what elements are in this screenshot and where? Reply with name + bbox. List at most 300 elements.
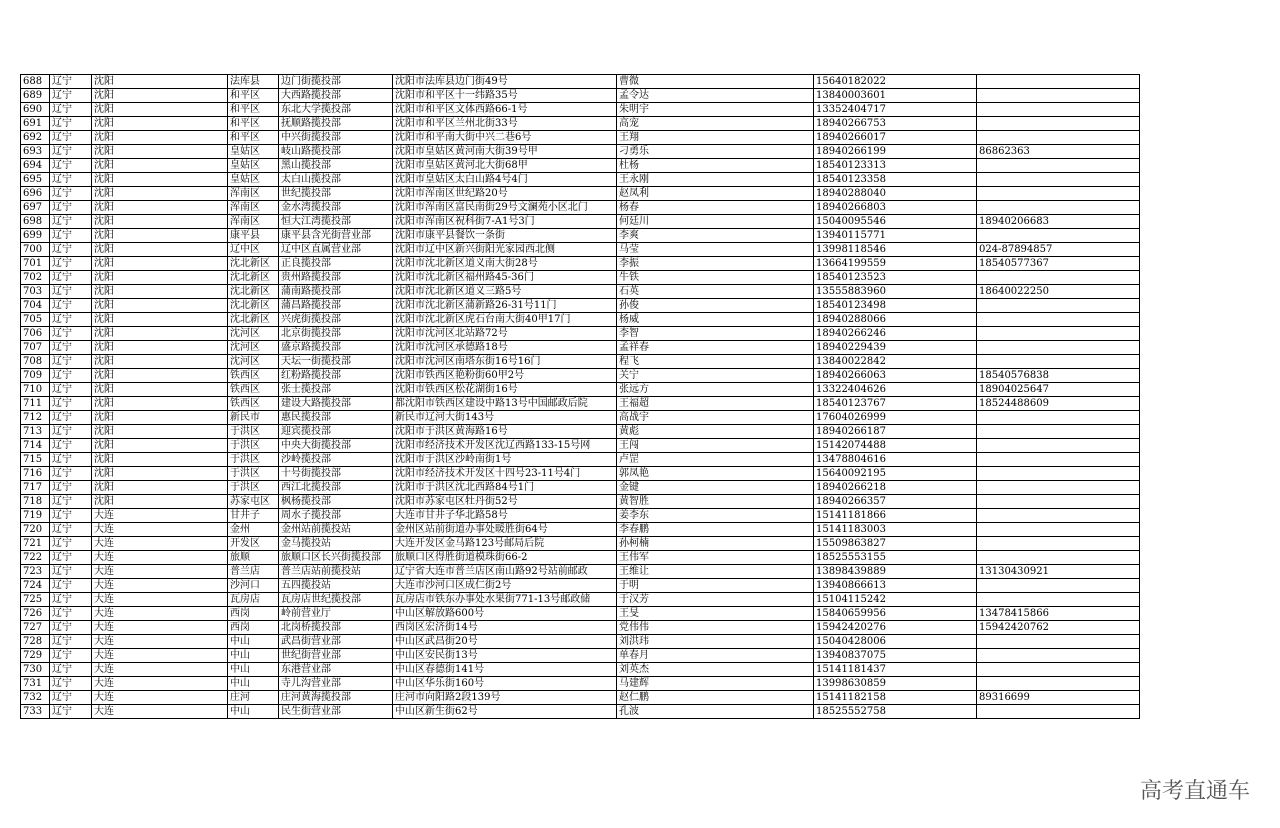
cell-district: 开发区 <box>228 537 279 551</box>
cell-province: 辽宁 <box>50 243 92 257</box>
cell-index: 706 <box>21 327 50 341</box>
cell-city: 大连 <box>92 523 228 537</box>
cell-phone-2 <box>977 663 1140 677</box>
cell-district: 瓦房店 <box>228 593 279 607</box>
cell-phone: 15509863827 <box>814 537 977 551</box>
cell-contact: 黄智胜 <box>617 495 814 509</box>
cell-index: 705 <box>21 313 50 327</box>
cell-phone: 13555883960 <box>814 285 977 299</box>
cell-province: 辽宁 <box>50 565 92 579</box>
cell-phone: 18940288040 <box>814 187 977 201</box>
cell-phone: 18540123358 <box>814 173 977 187</box>
cell-contact: 姜李东 <box>617 509 814 523</box>
cell-contact: 孟祥春 <box>617 341 814 355</box>
table-row <box>21 103 1140 117</box>
cell-city: 沈阳 <box>92 285 228 299</box>
cell-index: 699 <box>21 229 50 243</box>
cell-index: 708 <box>21 355 50 369</box>
table-row <box>21 481 1140 495</box>
cell-province: 辽宁 <box>50 285 92 299</box>
cell-office: 沙岭揽投部 <box>279 453 393 467</box>
cell-address: 都沈阳市铁西区建设中路13号中国邮政后院 <box>393 397 617 411</box>
cell-index: 700 <box>21 243 50 257</box>
cell-index: 712 <box>21 411 50 425</box>
cell-phone-2 <box>977 649 1140 663</box>
cell-contact: 李振 <box>617 257 814 271</box>
cell-district: 于洪区 <box>228 453 279 467</box>
cell-district: 西岗 <box>228 621 279 635</box>
cell-city: 沈阳 <box>92 243 228 257</box>
cell-city: 沈阳 <box>92 355 228 369</box>
cell-phone: 17604026999 <box>814 411 977 425</box>
cell-office: 边门街揽投部 <box>279 75 393 89</box>
cell-city: 大连 <box>92 649 228 663</box>
cell-district: 沈河区 <box>228 355 279 369</box>
cell-address: 旅顺口区得胜街道模珠街66-2 <box>393 551 617 565</box>
cell-city: 沈阳 <box>92 159 228 173</box>
cell-phone-2: 86862363 <box>977 145 1140 159</box>
cell-index: 703 <box>21 285 50 299</box>
cell-province: 辽宁 <box>50 481 92 495</box>
cell-district: 于洪区 <box>228 425 279 439</box>
cell-index: 724 <box>21 579 50 593</box>
table-row <box>21 691 1140 705</box>
table-row <box>21 565 1140 579</box>
table-row <box>21 663 1140 677</box>
cell-district: 沈北新区 <box>228 313 279 327</box>
cell-address: 中山区新生街62号 <box>393 705 617 719</box>
cell-province: 辽宁 <box>50 663 92 677</box>
cell-address: 大连市甘井子华北路58号 <box>393 509 617 523</box>
cell-phone-2 <box>977 117 1140 131</box>
cell-office: 枫杨揽投部 <box>279 495 393 509</box>
cell-phone: 15104115242 <box>814 593 977 607</box>
cell-address: 沈阳市经济技术开发区沈辽西路133-15号网 <box>393 439 617 453</box>
cell-contact: 党伟伟 <box>617 621 814 635</box>
cell-contact: 卢罡 <box>617 453 814 467</box>
cell-address: 沈阳市沈河区北站路72号 <box>393 327 617 341</box>
cell-office: 武昌街营业部 <box>279 635 393 649</box>
cell-address: 沈阳市铁西区艳粉街60甲2号 <box>393 369 617 383</box>
table-row <box>21 705 1140 719</box>
cell-address: 沈阳市沈北新区蒲新路26-31号11门 <box>393 299 617 313</box>
cell-district: 铁西区 <box>228 397 279 411</box>
cell-office: 贵州路揽投部 <box>279 271 393 285</box>
cell-contact: 牛铁 <box>617 271 814 285</box>
cell-province: 辽宁 <box>50 509 92 523</box>
cell-phone: 18525552758 <box>814 705 977 719</box>
cell-index: 691 <box>21 117 50 131</box>
cell-district: 甘井子 <box>228 509 279 523</box>
cell-contact: 马莹 <box>617 243 814 257</box>
cell-phone-2 <box>977 579 1140 593</box>
cell-city: 大连 <box>92 509 228 523</box>
cell-phone: 13840003601 <box>814 89 977 103</box>
cell-address: 沈阳市沈北新区道义三路5号 <box>393 285 617 299</box>
cell-office: 建设大路揽投部 <box>279 397 393 411</box>
cell-office: 蒲南路揽投部 <box>279 285 393 299</box>
cell-phone-2: 18640022250 <box>977 285 1140 299</box>
cell-office: 东北大学揽投部 <box>279 103 393 117</box>
cell-index: 731 <box>21 677 50 691</box>
cell-address: 沈阳市沈北新区福州路45-36门 <box>393 271 617 285</box>
cell-office: 北京街揽投部 <box>279 327 393 341</box>
cell-phone: 13898439889 <box>814 565 977 579</box>
cell-address: 沈阳市皇姑区黄河南大街39号甲 <box>393 145 617 159</box>
cell-index: 690 <box>21 103 50 117</box>
cell-city: 大连 <box>92 607 228 621</box>
table-row <box>21 257 1140 271</box>
cell-address: 中山区武昌街20号 <box>393 635 617 649</box>
cell-address: 沈阳市沈北新区虎石台南大街40甲17门 <box>393 313 617 327</box>
cell-contact: 王永刚 <box>617 173 814 187</box>
table-row <box>21 383 1140 397</box>
cell-address: 沈阳市经济技术开发区十四号23-11号4门 <box>393 467 617 481</box>
cell-district: 和平区 <box>228 103 279 117</box>
cell-contact: 王维让 <box>617 565 814 579</box>
table-row <box>21 299 1140 313</box>
cell-phone: 13998630859 <box>814 677 977 691</box>
cell-address: 沈阳市和平区十一纬路35号 <box>393 89 617 103</box>
cell-phone: 18540123313 <box>814 159 977 173</box>
cell-city: 大连 <box>92 691 228 705</box>
cell-district: 和平区 <box>228 89 279 103</box>
cell-city: 沈阳 <box>92 145 228 159</box>
cell-city: 沈阳 <box>92 397 228 411</box>
cell-address: 沈阳市和平区兰州北街33号 <box>393 117 617 131</box>
cell-phone-2 <box>977 187 1140 201</box>
cell-office: 东港营业部 <box>279 663 393 677</box>
cell-address: 辽宁省大连市普兰店区南山路92号站前邮政 <box>393 565 617 579</box>
data-table <box>20 74 1140 719</box>
cell-city: 沈阳 <box>92 299 228 313</box>
cell-phone-2 <box>977 159 1140 173</box>
cell-contact: 李爽 <box>617 229 814 243</box>
cell-office: 周水子揽投部 <box>279 509 393 523</box>
table-row <box>21 593 1140 607</box>
cell-contact: 刘英杰 <box>617 663 814 677</box>
cell-city: 沈阳 <box>92 117 228 131</box>
cell-province: 辽宁 <box>50 411 92 425</box>
cell-city: 大连 <box>92 635 228 649</box>
cell-contact: 何廷川 <box>617 215 814 229</box>
cell-district: 沙河口 <box>228 579 279 593</box>
cell-index: 707 <box>21 341 50 355</box>
cell-address: 沈阳市于洪区沈北西路84号1门 <box>393 481 617 495</box>
cell-index: 732 <box>21 691 50 705</box>
cell-office: 大西路揽投部 <box>279 89 393 103</box>
cell-district: 中山 <box>228 649 279 663</box>
cell-address: 沈阳市皇姑区黄河北大街68甲 <box>393 159 617 173</box>
cell-phone: 18940266357 <box>814 495 977 509</box>
cell-contact: 王闯 <box>617 439 814 453</box>
table-row <box>21 355 1140 369</box>
cell-province: 辽宁 <box>50 677 92 691</box>
table-body <box>21 75 1140 719</box>
cell-office: 抚顺路揽投部 <box>279 117 393 131</box>
cell-phone: 18940266803 <box>814 201 977 215</box>
cell-contact: 张远方 <box>617 383 814 397</box>
cell-district: 新民市 <box>228 411 279 425</box>
cell-phone-2: 18524488609 <box>977 397 1140 411</box>
cell-phone: 15942420276 <box>814 621 977 635</box>
cell-province: 辽宁 <box>50 271 92 285</box>
cell-contact: 王伟军 <box>617 551 814 565</box>
cell-address: 沈阳市皇姑区太白山路4号4门 <box>393 173 617 187</box>
cell-province: 辽宁 <box>50 89 92 103</box>
cell-district: 康平县 <box>228 229 279 243</box>
cell-phone-2 <box>977 313 1140 327</box>
cell-phone-2 <box>977 299 1140 313</box>
cell-phone: 18940266017 <box>814 131 977 145</box>
table-row <box>21 89 1140 103</box>
cell-city: 沈阳 <box>92 495 228 509</box>
cell-contact: 高宠 <box>617 117 814 131</box>
cell-address: 沈阳市浑南区世纪路20号 <box>393 187 617 201</box>
cell-province: 辽宁 <box>50 313 92 327</box>
cell-district: 浑南区 <box>228 201 279 215</box>
cell-index: 694 <box>21 159 50 173</box>
cell-city: 沈阳 <box>92 89 228 103</box>
cell-phone-2 <box>977 439 1140 453</box>
cell-contact: 单春月 <box>617 649 814 663</box>
table-row <box>21 551 1140 565</box>
cell-address: 中山区解放路600号 <box>393 607 617 621</box>
cell-index: 717 <box>21 481 50 495</box>
cell-city: 沈阳 <box>92 467 228 481</box>
cell-address: 沈阳市法库县边门街49号 <box>393 75 617 89</box>
cell-contact: 黄彪 <box>617 425 814 439</box>
cell-phone-2: 89316699 <box>977 691 1140 705</box>
cell-district: 沈河区 <box>228 341 279 355</box>
table-row <box>21 75 1140 89</box>
cell-index: 688 <box>21 75 50 89</box>
cell-index: 701 <box>21 257 50 271</box>
cell-index: 733 <box>21 705 50 719</box>
cell-address: 瓦房店市铁东办事处水果街771-13号邮政储 <box>393 593 617 607</box>
cell-phone: 13940115771 <box>814 229 977 243</box>
table-row <box>21 425 1140 439</box>
table-row <box>21 509 1140 523</box>
cell-city: 沈阳 <box>92 383 228 397</box>
cell-district: 沈河区 <box>228 327 279 341</box>
cell-contact: 李智 <box>617 327 814 341</box>
cell-city: 沈阳 <box>92 271 228 285</box>
table-row <box>21 243 1140 257</box>
cell-city: 沈阳 <box>92 173 228 187</box>
table-row <box>21 173 1140 187</box>
cell-province: 辽宁 <box>50 215 92 229</box>
cell-phone-2 <box>977 551 1140 565</box>
cell-province: 辽宁 <box>50 579 92 593</box>
cell-address: 中山区春德街141号 <box>393 663 617 677</box>
cell-index: 698 <box>21 215 50 229</box>
table-row <box>21 159 1140 173</box>
cell-city: 大连 <box>92 551 228 565</box>
table-row <box>21 523 1140 537</box>
cell-address: 金州区站前街道办事处暖胜街64号 <box>393 523 617 537</box>
cell-province: 辽宁 <box>50 159 92 173</box>
cell-phone: 18940288066 <box>814 313 977 327</box>
cell-office: 西江北揽投部 <box>279 481 393 495</box>
cell-province: 辽宁 <box>50 103 92 117</box>
cell-city: 大连 <box>92 565 228 579</box>
cell-city: 沈阳 <box>92 411 228 425</box>
cell-index: 725 <box>21 593 50 607</box>
cell-city: 沈阳 <box>92 425 228 439</box>
table-row <box>21 495 1140 509</box>
cell-office: 中央大街揽投部 <box>279 439 393 453</box>
cell-contact: 高战宇 <box>617 411 814 425</box>
cell-phone: 18540123767 <box>814 397 977 411</box>
table-row <box>21 537 1140 551</box>
cell-phone: 18940266246 <box>814 327 977 341</box>
cell-office: 辽中区直属营业部 <box>279 243 393 257</box>
cell-province: 辽宁 <box>50 383 92 397</box>
cell-district: 沈北新区 <box>228 271 279 285</box>
cell-phone: 13664199559 <box>814 257 977 271</box>
cell-phone-2: 18540577367 <box>977 257 1140 271</box>
cell-index: 720 <box>21 523 50 537</box>
cell-contact: 李春鹏 <box>617 523 814 537</box>
cell-office: 寺儿沟营业部 <box>279 677 393 691</box>
cell-phone-2 <box>977 173 1140 187</box>
cell-address: 大连市沙河口区成仁街2号 <box>393 579 617 593</box>
cell-phone-2: 024-87894857 <box>977 243 1140 257</box>
cell-phone-2 <box>977 271 1140 285</box>
cell-city: 大连 <box>92 705 228 719</box>
cell-office: 世纪街营业部 <box>279 649 393 663</box>
cell-district: 铁西区 <box>228 369 279 383</box>
cell-index: 692 <box>21 131 50 145</box>
cell-address: 沈阳市沈河区承德路18号 <box>393 341 617 355</box>
cell-district: 中山 <box>228 677 279 691</box>
cell-contact: 杨春 <box>617 201 814 215</box>
cell-address: 沈阳市铁西区松花湖街16号 <box>393 383 617 397</box>
cell-district: 旅顺 <box>228 551 279 565</box>
cell-district: 皇姑区 <box>228 159 279 173</box>
cell-office: 普兰店站前揽投站 <box>279 565 393 579</box>
cell-phone: 18940266218 <box>814 481 977 495</box>
cell-district: 法库县 <box>228 75 279 89</box>
cell-address: 沈阳市和平南大街中兴二巷6号 <box>393 131 617 145</box>
cell-phone-2: 18540576838 <box>977 369 1140 383</box>
table-row <box>21 201 1140 215</box>
cell-office: 张士揽投部 <box>279 383 393 397</box>
cell-phone-2 <box>977 481 1140 495</box>
cell-district: 浑南区 <box>228 187 279 201</box>
cell-contact: 孙俊 <box>617 299 814 313</box>
cell-phone: 15640182022 <box>814 75 977 89</box>
cell-office: 天坛一街揽投部 <box>279 355 393 369</box>
cell-contact: 马建辉 <box>617 677 814 691</box>
cell-province: 辽宁 <box>50 495 92 509</box>
cell-phone-2 <box>977 355 1140 369</box>
cell-district: 中山 <box>228 663 279 677</box>
cell-phone-2: 13478415866 <box>977 607 1140 621</box>
cell-city: 沈阳 <box>92 453 228 467</box>
cell-contact: 程飞 <box>617 355 814 369</box>
cell-city: 沈阳 <box>92 131 228 145</box>
table-row <box>21 285 1140 299</box>
table-row <box>21 369 1140 383</box>
cell-phone-2 <box>977 89 1140 103</box>
cell-office: 金水湾揽投部 <box>279 201 393 215</box>
cell-city: 沈阳 <box>92 187 228 201</box>
cell-phone: 15040428006 <box>814 635 977 649</box>
cell-office: 康平县含光街营业部 <box>279 229 393 243</box>
cell-city: 沈阳 <box>92 257 228 271</box>
cell-office: 盛京路揽投部 <box>279 341 393 355</box>
cell-index: 696 <box>21 187 50 201</box>
cell-district: 沈北新区 <box>228 257 279 271</box>
watermark-text: 高考直通车 <box>1139 779 1250 804</box>
cell-index: 716 <box>21 467 50 481</box>
cell-district: 苏家屯区 <box>228 495 279 509</box>
cell-contact: 孙柯楠 <box>617 537 814 551</box>
cell-address: 沈阳市于洪区沙岭南街1号 <box>393 453 617 467</box>
cell-phone: 13478804616 <box>814 453 977 467</box>
cell-phone-2 <box>977 509 1140 523</box>
cell-city: 沈阳 <box>92 201 228 215</box>
cell-index: 730 <box>21 663 50 677</box>
cell-index: 719 <box>21 509 50 523</box>
cell-phone-2 <box>977 229 1140 243</box>
cell-contact: 孔波 <box>617 705 814 719</box>
cell-city: 沈阳 <box>92 341 228 355</box>
table-row <box>21 327 1140 341</box>
cell-district: 沈北新区 <box>228 299 279 313</box>
table-row <box>21 229 1140 243</box>
cell-phone: 18940266199 <box>814 145 977 159</box>
cell-province: 辽宁 <box>50 621 92 635</box>
table-row <box>21 467 1140 481</box>
table-row <box>21 579 1140 593</box>
cell-province: 辽宁 <box>50 691 92 705</box>
table-row <box>21 271 1140 285</box>
cell-district: 和平区 <box>228 131 279 145</box>
cell-province: 辽宁 <box>50 229 92 243</box>
cell-address: 沈阳市康平县餐饮一条街 <box>393 229 617 243</box>
cell-phone-2 <box>977 131 1140 145</box>
cell-office: 岐山路揽投部 <box>279 145 393 159</box>
cell-phone: 18525553155 <box>814 551 977 565</box>
cell-province: 辽宁 <box>50 551 92 565</box>
cell-index: 726 <box>21 607 50 621</box>
table-row <box>21 607 1140 621</box>
table-row <box>21 439 1140 453</box>
cell-district: 中山 <box>228 635 279 649</box>
cell-phone: 15640092195 <box>814 467 977 481</box>
cell-phone-2 <box>977 103 1140 117</box>
cell-contact: 于明 <box>617 579 814 593</box>
cell-index: 722 <box>21 551 50 565</box>
table-row <box>21 341 1140 355</box>
cell-address: 大连开发区金马路123号邮局后院 <box>393 537 617 551</box>
cell-index: 704 <box>21 299 50 313</box>
cell-address: 沈阳市苏家屯区牡丹街52号 <box>393 495 617 509</box>
cell-city: 沈阳 <box>92 481 228 495</box>
cell-phone: 18540123523 <box>814 271 977 285</box>
cell-address: 沈阳市沈北新区道义南大街28号 <box>393 257 617 271</box>
table-row <box>21 187 1140 201</box>
cell-contact: 郭凤艳 <box>617 467 814 481</box>
cell-district: 西岗 <box>228 607 279 621</box>
cell-office: 兴虎街揽投部 <box>279 313 393 327</box>
table-row <box>21 649 1140 663</box>
cell-office: 太白山揽投部 <box>279 173 393 187</box>
cell-province: 辽宁 <box>50 117 92 131</box>
